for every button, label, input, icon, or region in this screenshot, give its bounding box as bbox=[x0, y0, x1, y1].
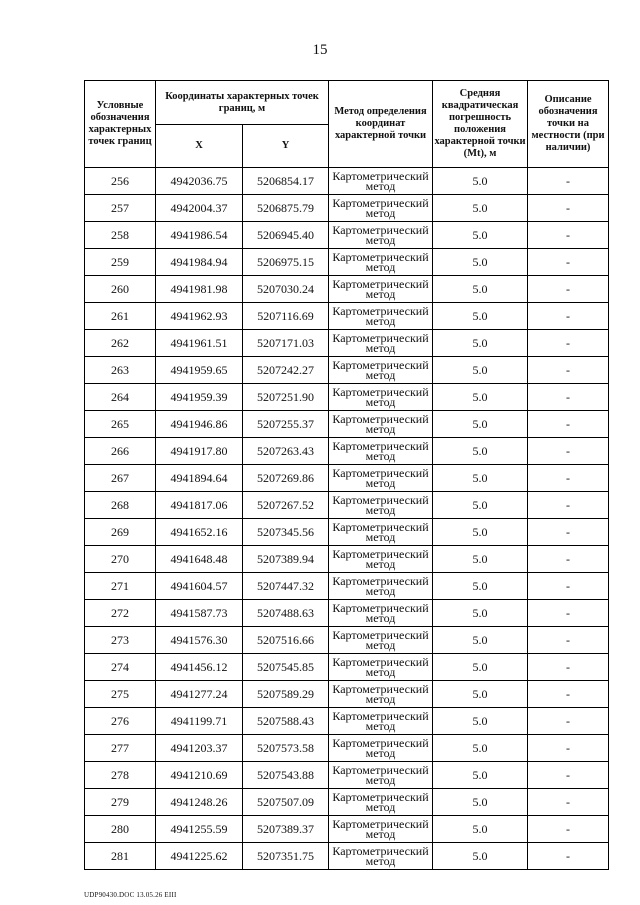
description-cell: - bbox=[528, 357, 609, 384]
x-cell: 4941984.94 bbox=[156, 249, 243, 276]
description-cell: - bbox=[528, 843, 609, 870]
method-cell: Картометрический метод bbox=[329, 168, 433, 195]
accuracy-cell: 5.0 bbox=[433, 384, 528, 411]
header-point-designation: Условные обозначения характерных точек границ bbox=[85, 81, 156, 168]
table-row bbox=[85, 519, 609, 546]
table-row bbox=[85, 330, 609, 357]
point-cell: 267 bbox=[85, 465, 156, 492]
header-coordinates: Координаты характерных точек границ, м bbox=[156, 81, 329, 125]
description-cell: - bbox=[528, 438, 609, 465]
point-cell: 265 bbox=[85, 411, 156, 438]
table-row bbox=[85, 573, 609, 600]
accuracy-cell: 5.0 bbox=[433, 330, 528, 357]
x-cell: 4941576.30 bbox=[156, 627, 243, 654]
description-cell: - bbox=[528, 600, 609, 627]
accuracy-cell: 5.0 bbox=[433, 546, 528, 573]
header-accuracy: Средняя квадратическая погрешность положения характерной точки (Mt), м bbox=[433, 81, 528, 168]
accuracy-cell: 5.0 bbox=[433, 708, 528, 735]
y-cell: 5207171.03 bbox=[243, 330, 329, 357]
point-cell: 258 bbox=[85, 222, 156, 249]
x-cell: 4941986.54 bbox=[156, 222, 243, 249]
method-cell: Картометрический метод bbox=[329, 276, 433, 303]
description-cell: - bbox=[528, 492, 609, 519]
y-cell: 5207389.37 bbox=[243, 816, 329, 843]
method-cell: Картометрический метод bbox=[329, 708, 433, 735]
x-cell: 4941894.64 bbox=[156, 465, 243, 492]
y-cell: 5207263.43 bbox=[243, 438, 329, 465]
table-row bbox=[85, 357, 609, 384]
table-row bbox=[85, 627, 609, 654]
x-cell: 4941648.48 bbox=[156, 546, 243, 573]
point-cell: 262 bbox=[85, 330, 156, 357]
description-cell: - bbox=[528, 762, 609, 789]
table-row bbox=[85, 681, 609, 708]
x-cell: 4941277.24 bbox=[156, 681, 243, 708]
y-cell: 5207588.43 bbox=[243, 708, 329, 735]
table-row bbox=[85, 735, 609, 762]
x-cell: 4941255.59 bbox=[156, 816, 243, 843]
table-row bbox=[85, 789, 609, 816]
method-cell: Картометрический метод bbox=[329, 681, 433, 708]
x-cell: 4941652.16 bbox=[156, 519, 243, 546]
accuracy-cell: 5.0 bbox=[433, 843, 528, 870]
x-cell: 4941456.12 bbox=[156, 654, 243, 681]
table-row bbox=[85, 708, 609, 735]
point-cell: 276 bbox=[85, 708, 156, 735]
point-cell: 277 bbox=[85, 735, 156, 762]
y-cell: 5206945.40 bbox=[243, 222, 329, 249]
method-cell: Картометрический метод bbox=[329, 573, 433, 600]
point-cell: 264 bbox=[85, 384, 156, 411]
page-number: 15 bbox=[312, 42, 328, 58]
x-cell: 4942036.75 bbox=[156, 168, 243, 195]
table-row bbox=[85, 546, 609, 573]
x-cell: 4941981.98 bbox=[156, 276, 243, 303]
header-description: Описание обозначения точки на местности (при наличии) bbox=[528, 81, 609, 168]
method-cell: Картометрический метод bbox=[329, 438, 433, 465]
method-cell: Картометрический метод bbox=[329, 762, 433, 789]
description-cell: - bbox=[528, 519, 609, 546]
method-cell: Картометрический метод bbox=[329, 654, 433, 681]
description-cell: - bbox=[528, 384, 609, 411]
point-cell: 278 bbox=[85, 762, 156, 789]
x-cell: 4941587.73 bbox=[156, 600, 243, 627]
table-row bbox=[85, 411, 609, 438]
method-cell: Картометрический метод bbox=[329, 627, 433, 654]
method-cell: Картометрический метод bbox=[329, 303, 433, 330]
point-cell: 280 bbox=[85, 816, 156, 843]
y-cell: 5207267.52 bbox=[243, 492, 329, 519]
table-row bbox=[85, 492, 609, 519]
description-cell: - bbox=[528, 330, 609, 357]
header-y: Y bbox=[243, 125, 329, 168]
method-cell: Картометрический метод bbox=[329, 843, 433, 870]
x-cell: 4941917.80 bbox=[156, 438, 243, 465]
y-cell: 5207543.88 bbox=[243, 762, 329, 789]
y-cell: 5207589.29 bbox=[243, 681, 329, 708]
point-cell: 271 bbox=[85, 573, 156, 600]
accuracy-cell: 5.0 bbox=[433, 249, 528, 276]
description-cell: - bbox=[528, 411, 609, 438]
accuracy-cell: 5.0 bbox=[433, 168, 528, 195]
table-row bbox=[85, 654, 609, 681]
accuracy-cell: 5.0 bbox=[433, 681, 528, 708]
description-cell: - bbox=[528, 708, 609, 735]
description-cell: - bbox=[528, 573, 609, 600]
table-row bbox=[85, 168, 609, 195]
description-cell: - bbox=[528, 276, 609, 303]
table-row bbox=[85, 600, 609, 627]
y-cell: 5207251.90 bbox=[243, 384, 329, 411]
point-cell: 257 bbox=[85, 195, 156, 222]
document-footer: UDP90430.DOC 13.05.26 EIII bbox=[84, 891, 177, 899]
point-cell: 268 bbox=[85, 492, 156, 519]
x-cell: 4941946.86 bbox=[156, 411, 243, 438]
x-cell: 4941199.71 bbox=[156, 708, 243, 735]
description-cell: - bbox=[528, 816, 609, 843]
x-cell: 4942004.37 bbox=[156, 195, 243, 222]
method-cell: Картометрический метод bbox=[329, 357, 433, 384]
header-method: Метод определения координат характерной точки bbox=[329, 81, 433, 168]
description-cell: - bbox=[528, 681, 609, 708]
method-cell: Картометрический метод bbox=[329, 330, 433, 357]
point-cell: 269 bbox=[85, 519, 156, 546]
description-cell: - bbox=[528, 195, 609, 222]
accuracy-cell: 5.0 bbox=[433, 465, 528, 492]
accuracy-cell: 5.0 bbox=[433, 222, 528, 249]
y-cell: 5207345.56 bbox=[243, 519, 329, 546]
y-cell: 5207255.37 bbox=[243, 411, 329, 438]
x-cell: 4941817.06 bbox=[156, 492, 243, 519]
accuracy-cell: 5.0 bbox=[433, 627, 528, 654]
y-cell: 5207488.63 bbox=[243, 600, 329, 627]
description-cell: - bbox=[528, 735, 609, 762]
description-cell: - bbox=[528, 546, 609, 573]
table-row bbox=[85, 384, 609, 411]
method-cell: Картометрический метод bbox=[329, 411, 433, 438]
x-cell: 4941248.26 bbox=[156, 789, 243, 816]
y-cell: 5207351.75 bbox=[243, 843, 329, 870]
y-cell: 5207516.66 bbox=[243, 627, 329, 654]
coordinates-table bbox=[84, 80, 609, 870]
table-row bbox=[85, 303, 609, 330]
table-row bbox=[85, 195, 609, 222]
description-cell: - bbox=[528, 249, 609, 276]
table-body bbox=[85, 168, 609, 870]
accuracy-cell: 5.0 bbox=[433, 762, 528, 789]
accuracy-cell: 5.0 bbox=[433, 600, 528, 627]
accuracy-cell: 5.0 bbox=[433, 573, 528, 600]
x-cell: 4941203.37 bbox=[156, 735, 243, 762]
point-cell: 281 bbox=[85, 843, 156, 870]
y-cell: 5207573.58 bbox=[243, 735, 329, 762]
table-row bbox=[85, 465, 609, 492]
method-cell: Картометрический метод bbox=[329, 195, 433, 222]
table-row bbox=[85, 249, 609, 276]
y-cell: 5207507.09 bbox=[243, 789, 329, 816]
accuracy-cell: 5.0 bbox=[433, 654, 528, 681]
y-cell: 5207269.86 bbox=[243, 465, 329, 492]
accuracy-cell: 5.0 bbox=[433, 789, 528, 816]
y-cell: 5207389.94 bbox=[243, 546, 329, 573]
y-cell: 5207447.32 bbox=[243, 573, 329, 600]
point-cell: 279 bbox=[85, 789, 156, 816]
method-cell: Картометрический метод bbox=[329, 816, 433, 843]
point-cell: 273 bbox=[85, 627, 156, 654]
x-cell: 4941210.69 bbox=[156, 762, 243, 789]
description-cell: - bbox=[528, 789, 609, 816]
x-cell: 4941959.65 bbox=[156, 357, 243, 384]
accuracy-cell: 5.0 bbox=[433, 735, 528, 762]
description-cell: - bbox=[528, 222, 609, 249]
description-cell: - bbox=[528, 465, 609, 492]
accuracy-cell: 5.0 bbox=[433, 276, 528, 303]
description-cell: - bbox=[528, 627, 609, 654]
accuracy-cell: 5.0 bbox=[433, 303, 528, 330]
description-cell: - bbox=[528, 168, 609, 195]
description-cell: - bbox=[528, 654, 609, 681]
x-cell: 4941962.93 bbox=[156, 303, 243, 330]
table-row bbox=[85, 816, 609, 843]
x-cell: 4941225.62 bbox=[156, 843, 243, 870]
method-cell: Картометрический метод bbox=[329, 519, 433, 546]
point-cell: 263 bbox=[85, 357, 156, 384]
method-cell: Картометрический метод bbox=[329, 735, 433, 762]
accuracy-cell: 5.0 bbox=[433, 492, 528, 519]
method-cell: Картометрический метод bbox=[329, 546, 433, 573]
method-cell: Картометрический метод bbox=[329, 222, 433, 249]
y-cell: 5206875.79 bbox=[243, 195, 329, 222]
table-row bbox=[85, 762, 609, 789]
point-cell: 256 bbox=[85, 168, 156, 195]
point-cell: 266 bbox=[85, 438, 156, 465]
point-cell: 275 bbox=[85, 681, 156, 708]
y-cell: 5207545.85 bbox=[243, 654, 329, 681]
accuracy-cell: 5.0 bbox=[433, 411, 528, 438]
table-row bbox=[85, 438, 609, 465]
method-cell: Картометрический метод bbox=[329, 789, 433, 816]
x-cell: 4941961.51 bbox=[156, 330, 243, 357]
y-cell: 5207030.24 bbox=[243, 276, 329, 303]
description-cell: - bbox=[528, 303, 609, 330]
accuracy-cell: 5.0 bbox=[433, 357, 528, 384]
accuracy-cell: 5.0 bbox=[433, 519, 528, 546]
y-cell: 5207116.69 bbox=[243, 303, 329, 330]
accuracy-cell: 5.0 bbox=[433, 816, 528, 843]
method-cell: Картометрический метод bbox=[329, 600, 433, 627]
x-cell: 4941959.39 bbox=[156, 384, 243, 411]
table-row bbox=[85, 222, 609, 249]
x-cell: 4941604.57 bbox=[156, 573, 243, 600]
table-row bbox=[85, 276, 609, 303]
point-cell: 260 bbox=[85, 276, 156, 303]
point-cell: 270 bbox=[85, 546, 156, 573]
y-cell: 5206854.17 bbox=[243, 168, 329, 195]
accuracy-cell: 5.0 bbox=[433, 195, 528, 222]
accuracy-cell: 5.0 bbox=[433, 438, 528, 465]
point-cell: 261 bbox=[85, 303, 156, 330]
point-cell: 274 bbox=[85, 654, 156, 681]
method-cell: Картометрический метод bbox=[329, 492, 433, 519]
header-x: X bbox=[156, 125, 243, 168]
y-cell: 5206975.15 bbox=[243, 249, 329, 276]
point-cell: 259 bbox=[85, 249, 156, 276]
method-cell: Картометрический метод bbox=[329, 465, 433, 492]
method-cell: Картометрический метод bbox=[329, 249, 433, 276]
y-cell: 5207242.27 bbox=[243, 357, 329, 384]
table-row bbox=[85, 843, 609, 870]
point-cell: 272 bbox=[85, 600, 156, 627]
method-cell: Картометрический метод bbox=[329, 384, 433, 411]
